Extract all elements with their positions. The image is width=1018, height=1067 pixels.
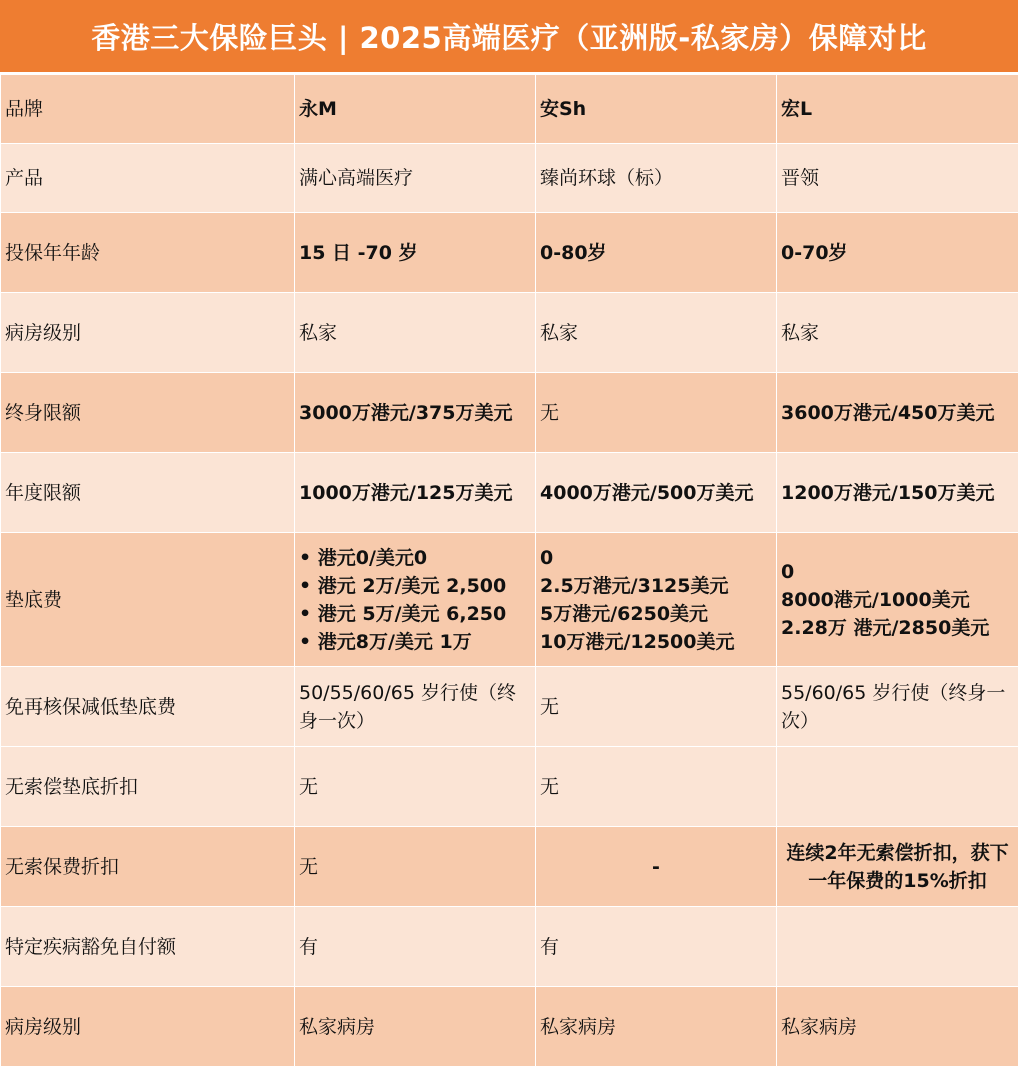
row-label: 病房级别: [1, 293, 295, 373]
table-row-ward-class: [1, 987, 1018, 1067]
cell-an-sh: -: [536, 827, 777, 907]
table-row-product: [1, 144, 1018, 213]
cell-yong-m: 有: [295, 907, 536, 987]
table-row-no-reunderwriting: [1, 667, 1018, 747]
row-label: 终身限额: [1, 373, 295, 453]
deductible-option: • 港元 2万/美元 2,500: [299, 572, 531, 600]
cell-hong-l: 私家: [777, 293, 1018, 373]
row-label: 垫底费: [1, 533, 295, 667]
row-label: 年度限额: [1, 453, 295, 533]
deductible-option: 2.28万 港元/2850美元: [781, 614, 1014, 642]
cell-hong-l: 晋领: [777, 144, 1018, 213]
row-label: 免再核保减低垫底费: [1, 667, 295, 747]
cell-an-sh: 安Sh: [536, 75, 777, 144]
row-label: 无索保费折扣: [1, 827, 295, 907]
cell-yong-m: 3000万港元/375万美元: [295, 373, 536, 453]
table-row-no-claim-deductible: [1, 747, 1018, 827]
comparison-table: [0, 74, 1018, 1067]
deductible-option: • 港元 5万/美元 6,250: [299, 600, 531, 628]
table-row-age: [1, 213, 1018, 293]
deductible-option: 10万港元/12500美元: [540, 628, 772, 656]
cell-hong-l: 私家病房: [777, 987, 1018, 1067]
deductible-option: • 港元8万/美元 1万: [299, 628, 531, 656]
cell-yong-m: 50/55/60/65 岁行使（终身一次）: [295, 667, 536, 747]
row-label: 无索偿垫底折扣: [1, 747, 295, 827]
cell-hong-l: 1200万港元/150万美元: [777, 453, 1018, 533]
cell-an-sh: 无: [536, 667, 777, 747]
cell-yong-m: 私家病房: [295, 987, 536, 1067]
row-label: 病房级别: [1, 987, 295, 1067]
row-label: 投保年年龄: [1, 213, 295, 293]
row-label: 产品: [1, 144, 295, 213]
cell-yong-m: [295, 533, 536, 667]
table-row-no-claim-premium: [1, 827, 1018, 907]
cell-hong-l: 3600万港元/450万美元: [777, 373, 1018, 453]
deductible-option: 0: [781, 558, 1014, 586]
deductible-option: 5万港元/6250美元: [540, 600, 772, 628]
table-row-lifetime-limit: [1, 373, 1018, 453]
deductible-option: 2.5万港元/3125美元: [540, 572, 772, 600]
cell-an-sh: 臻尚环球（标）: [536, 144, 777, 213]
cell-an-sh: 4000万港元/500万美元: [536, 453, 777, 533]
cell-yong-m: 无: [295, 827, 536, 907]
cell-yong-m: 1000万港元/125万美元: [295, 453, 536, 533]
table-row-annual-limit: [1, 453, 1018, 533]
cell-yong-m: 无: [295, 747, 536, 827]
cell-hong-l: 55/60/65 岁行使（终身一次）: [777, 667, 1018, 747]
cell-yong-m: 满心高端医疗: [295, 144, 536, 213]
cell-hong-l: [777, 747, 1018, 827]
cell-an-sh: 私家病房: [536, 987, 777, 1067]
table-row-brand: [1, 75, 1018, 144]
cell-an-sh: 无: [536, 747, 777, 827]
cell-hong-l: 宏L: [777, 75, 1018, 144]
cell-yong-m: 私家: [295, 293, 536, 373]
cell-an-sh: 0-80岁: [536, 213, 777, 293]
cell-hong-l: 0-70岁: [777, 213, 1018, 293]
cell-hong-l: 连续2年无索偿折扣，获下一年保费的15%折扣: [777, 827, 1018, 907]
cell-hong-l: [777, 907, 1018, 987]
table-row-deductible: [1, 533, 1018, 667]
row-label: 品牌: [1, 75, 295, 144]
cell-an-sh: 无: [536, 373, 777, 453]
deductible-option: 8000港元/1000美元: [781, 586, 1014, 614]
cell-hong-l: [777, 533, 1018, 667]
cell-an-sh: 有: [536, 907, 777, 987]
row-label: 特定疾病豁免自付额: [1, 907, 295, 987]
table-row-critical-illness-waiver: [1, 907, 1018, 987]
cell-an-sh: 私家: [536, 293, 777, 373]
cell-an-sh: [536, 533, 777, 667]
deductible-option: 0: [540, 544, 772, 572]
cell-yong-m: 永M: [295, 75, 536, 144]
cell-yong-m: 15 日 -70 岁: [295, 213, 536, 293]
page-title: 香港三大保险巨头 | 2025高端医疗（亚洲版-私家房）保障对比: [0, 0, 1018, 74]
table-row-ward: [1, 293, 1018, 373]
deductible-option: • 港元0/美元0: [299, 544, 531, 572]
